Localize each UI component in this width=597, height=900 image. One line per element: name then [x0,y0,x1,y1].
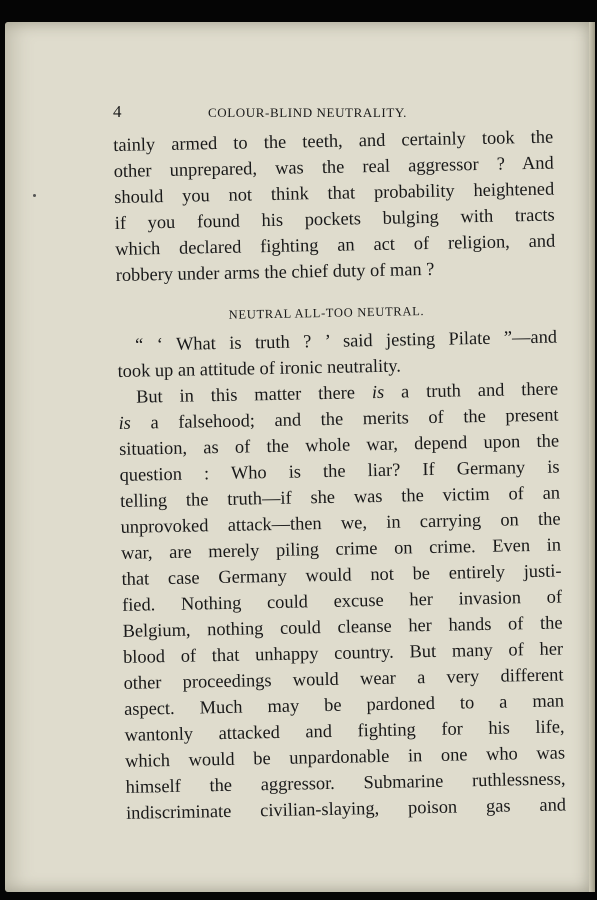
text-line: which declared fighting an act of religion, and [115,230,556,259]
text-line: wantonly attacked and fighting for his life, [124,716,565,745]
text-line: “ ‘ What is truth ? ’ said jesting Pilate ”—and [134,326,558,355]
text-line: is a falsehood; and the merits of the present [118,404,559,433]
text-line: war, are merely piling crime on crime. Even in [120,534,562,563]
text-line: question : Who is the liar? If Germany is [119,456,560,485]
text-line: aspect. Much may be pardoned to a man [123,690,565,719]
text-line: But in this matter there is a truth and there [135,378,559,407]
text-line: other proceedings would wear a very different [123,664,564,693]
text-line: fied. Nothing could excuse her invasion of [121,586,563,615]
text-line: himself the aggressor. Submarine ruthlessness, [125,768,566,797]
text-line: took up an attitude of ironic neutrality. [117,355,402,381]
text-line: unprovoked attack—then we, in carrying on the [120,508,561,537]
paper-speck [33,194,36,197]
text-line: that case Germany would not be entirely justi- [121,560,562,589]
page-edge-shadow [589,22,595,892]
text-line: blood of that unhappy country. But many of her [122,638,564,667]
page-number: 4 [113,102,122,121]
text-line: telling the truth—if she was the victim of an [119,482,561,511]
text-line: tainly armed to the teeth, and certainly took the [113,126,554,155]
text-line: robbery under arms the chief duty of man ? [115,258,435,285]
text-line: Belgium, nothing could cleanse her hands of the [122,612,563,641]
text-line: indiscriminate civilian-slaying, poison gas and [125,794,567,823]
text-line: other unprepared, was the real aggressor ? And [113,152,554,181]
page-header [5,102,595,126]
body-text [113,124,566,826]
text-line: which would be unpardonable in one who was [124,742,566,771]
section-heading: NEUTRAL ALL-TOO NEUTRAL. [228,304,425,322]
text-line: situation, as of the whole war, depend upon the [118,430,560,459]
running-head: COLOUR-BLIND NEUTRALITY. [208,105,408,120]
text-line: if you found his pockets bulging with tracts [114,204,555,233]
text-line: should you not think that probability heightened [114,178,555,207]
book-page [5,22,595,892]
